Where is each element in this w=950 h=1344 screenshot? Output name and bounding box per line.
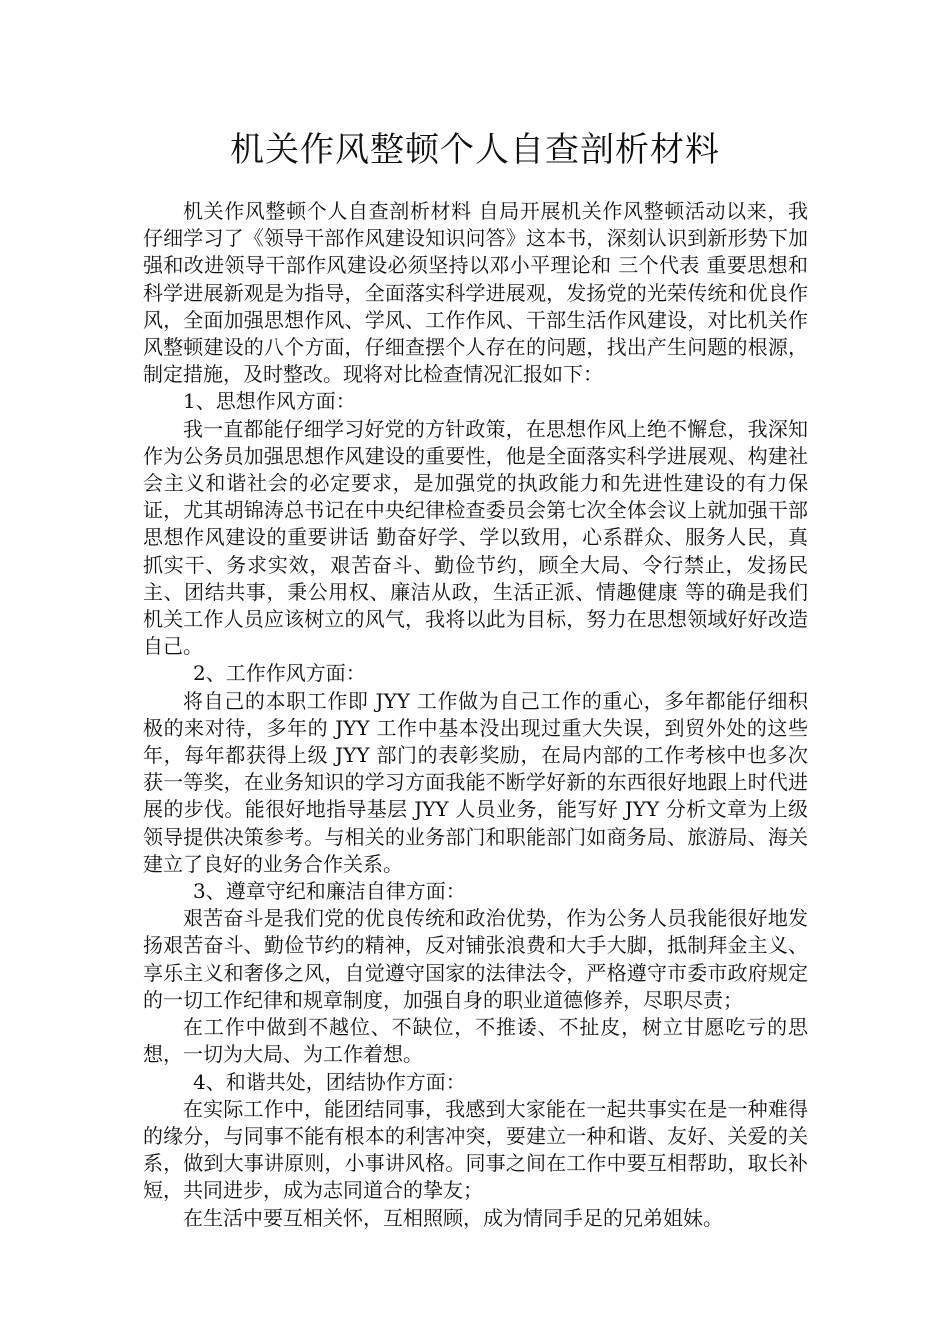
section-heading-2: 2、工作作风方面：: [193, 661, 366, 686]
body-paragraph: 在生活中要互相关怀，互相照顾，成为情同手足的兄弟姐妹。: [183, 1205, 723, 1230]
body-paragraph: 在工作中做到不越位、不缺位，不推诿、不扯皮，树立甘愿吃亏的思想，一切为大局、为工作着想。: [143, 1015, 808, 1067]
section-heading-1: 1、思想作风方面：: [183, 389, 356, 414]
document-title: 机关作风整顿个人自查剖析材料: [230, 130, 720, 170]
section-heading-4: 4、和谐共处，团结协作方面：: [193, 1069, 466, 1094]
section-heading-3: 3、遵章守纪和廉洁自律方面：: [193, 879, 466, 904]
intro-paragraph: 机关作风整顿个人自查剖析材料 自局开展机关作风整顿活动以来，我仔细学习了《领导干部作风建设知识问答》这本书，深刻认识到新形势下加强和改进领导干部作风建设必须坚持以邓小平理论和 三个代表 重要思想和科学进展新观是为指导，全面落实科学进展观，发扬党的光荣传统和优良作风，全面加强思想作风、学风、工作作风、干部生活作风建设，对比机关作风整顿建设的八个方面，仔细查摆个人存在的问题，找出产生问题的根源，制定措施，及时整改。现将对比检查情况汇报如下：: [143, 199, 808, 387]
document-body: [143, 198, 808, 1232]
body-paragraph: 将自己的本职工作即 JYY 工作做为自己工作的重心，多年都能仔细积极的来对待，多年的 JYY 工作中基本没出现过重大失误，到贸外处的这些年，每年都获得上级 JYY 部门的表彰奖励，在局内部的工作考核中也多次获一等奖，在业务知识的学习方面我能不断学好新的东西很好地跟上时代进展的步伐。能很好地指导基层 JYY 人员业务，能写好 JYY 分析文章为上级领导提供决策参考。与相关的业务部门和职能部门如商务局、旅游局、海关建立了良好的业务合作关系。: [143, 688, 808, 876]
body-paragraph: 我一直都能仔细学习好党的方针政策，在思想作风上绝不懈怠，我深知作为公务员加强思想作风建设的重要性，他是全面落实科学进展观、构建社会主义和谐社会的必定要求，是加强党的执政能力和先进性建设的有力保证，尤其胡锦涛总书记在中央纪律检查委员会第七次全体会议上就加强干部思想作风建设的重要讲话 勤奋好学、学以致用，心系群众、服务人民，真抓实干、务求实效，艰苦奋斗、勤俭节约，顾全大局、令行禁止，发扬民主、团结共事，秉公用权、廉洁从政，生活正派、情趣健康 等的确是我们机关工作人员应该树立的风气，我将以此为目标，努力在思想领域好好改造自己。: [143, 416, 808, 659]
body-paragraph: 在实际工作中，能团结同事，我感到大家能在一起共事实在是一种难得的缘分，与同事不能有根本的利害冲突，要建立一种和谐、友好、关爱的关系，做到大事讲原则，小事讲风格。同事之间在工作中要互相帮助，取长补短，共同进步，成为志同道合的挚友；: [143, 1096, 808, 1203]
body-paragraph: 艰苦奋斗是我们党的优良传统和政治优势，作为公务人员我能很好地发扬艰苦奋斗、勤俭节约的精神，反对铺张浪费和大手大脚，抵制拜金主义、享乐主义和奢侈之风，自觉遵守国家的法律法令，严格遵守市委市政府规定的一切工作纪律和规章制度，加强自身的职业道德修养，尽职尽责；: [143, 906, 808, 1012]
